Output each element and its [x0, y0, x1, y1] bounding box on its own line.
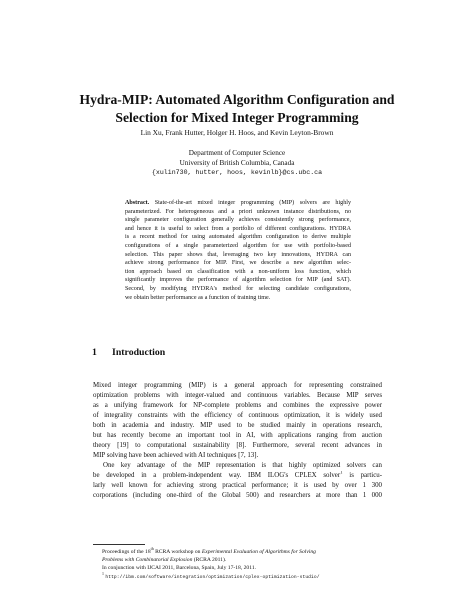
footnote-divider — [93, 544, 145, 545]
body-line: larly well known for achieving strong practical performance; it is used by over 1 300 — [93, 482, 382, 489]
body-line: but has recently become an important tool in AI, with applications ranging from auction — [93, 432, 382, 439]
section-number: 1 — [92, 347, 97, 358]
footnote-1: $^1$ http://ibm.com/software/integration/optimization/cplex-optimization-studio/ — [102, 571, 320, 580]
cplex-url-link[interactable]: http://ibm.com/software/integration/optimization/cplex-optimization-studio/ — [105, 574, 320, 580]
abstract-line: is a recent method for using automated algorithm configuration to derive multiple — [125, 234, 351, 241]
abstract-line: significantly improves the performance of algorithm selection for MIP (and SAT). — [125, 277, 351, 284]
abstract-line: achieve strong performance for MIP. First, we describe a new algorithm selec- — [125, 260, 351, 267]
abstract-line: we obtain better performance as a function of training time. — [125, 294, 271, 301]
body-line: optimization problems with integer-valued and continuous variables. Because MIP serves — [93, 392, 382, 399]
abstract-line: parameterized. For heterogeneous and a priori unknown instance distributions, no — [125, 208, 351, 215]
affiliation — [0, 149, 474, 178]
body-line: both in academia and industry. MIP used to be studied mainly in operations research, — [93, 422, 382, 429]
author-list: Lin Xu, Frank Hutter, Holger H. Hoos, and Kevin Leyton-Brown — [140, 128, 334, 137]
body-line: theory [19] to computational sustainability [8]. Furthermore, several recent advances in — [93, 442, 382, 449]
abstract-line: and hence it is useful to select from a portfolio of different configurations. HYDRA — [125, 225, 351, 232]
section-heading — [92, 347, 165, 358]
abstract-line: selection. This paper shows that, leveraging two key innovations, HYDRA can — [125, 251, 351, 258]
abstract-line: Second, by modifying HYDRA's method for selecting candidate configurations, — [125, 285, 351, 292]
body-line: corporations (including one-third of the Global 500) and researchers at more than 1 000 — [93, 492, 382, 499]
footnotes — [93, 548, 382, 582]
section-title: Introduction — [112, 347, 166, 358]
abstract — [125, 199, 351, 302]
abstract-line: Abstract. State-of-the-art mixed integer programming (MIP) solvers are highly — [125, 200, 351, 206]
conjunction-note: In conjunction with IJCAI 2011, Barcelona, Spain, July 17-18, 2011. — [102, 565, 257, 572]
abstract-heading: Abstract. — [125, 200, 150, 206]
abstract-line: tion approach based on classification with a non-uniform loss function, which — [125, 268, 351, 275]
body-line: of integrality constraints with the efficiency of continuous optimization, it is widely used — [93, 412, 382, 419]
title-line-1: Hydra-MIP: Automated Algorithm Configuration and — [79, 92, 395, 107]
proceedings-note-cont: Problems with Combinatorial Explosion (RCRA 2011). — [102, 557, 227, 564]
proceedings-note: Proceedings of the 18th RCRA workshop on Experimental Evaluation of Algorithms for Solving — [102, 547, 316, 555]
footnote-marker: 1 — [340, 471, 343, 476]
body-line: be developed in a problem-independent way. IBM ILOG's CPLEX solver$^1$ is particu- — [93, 471, 382, 479]
title-line-2: Selection for Mixed Integer Programming — [115, 110, 359, 125]
body-line: Mixed integer programming (MIP) is a general approach for representing constrained — [93, 382, 382, 389]
abstract-line: configurations of a single parameterized algorithm for use with portfolio-based — [125, 242, 351, 249]
author-emails: {xulin730, hutter, hoos, kevinlb}@cs.ubc.ca — [151, 169, 323, 176]
paper-title — [60, 91, 414, 127]
body-text — [93, 381, 382, 501]
body-line: as a unifying framework for NP-complete problems and combines the expressive power — [93, 402, 382, 409]
body-line: One key advantage of the MIP representation is that highly optimized solvers can — [103, 462, 382, 469]
affiliation-department: Department of Computer Science — [188, 149, 286, 157]
body-line: MIP solving have been achieved with AI techniques [7, 13]. — [93, 452, 259, 459]
abstract-line: single parameter configuration generally achieves consistently strong performance, — [125, 217, 351, 224]
affiliation-university: University of British Columbia, Canada — [179, 158, 295, 167]
